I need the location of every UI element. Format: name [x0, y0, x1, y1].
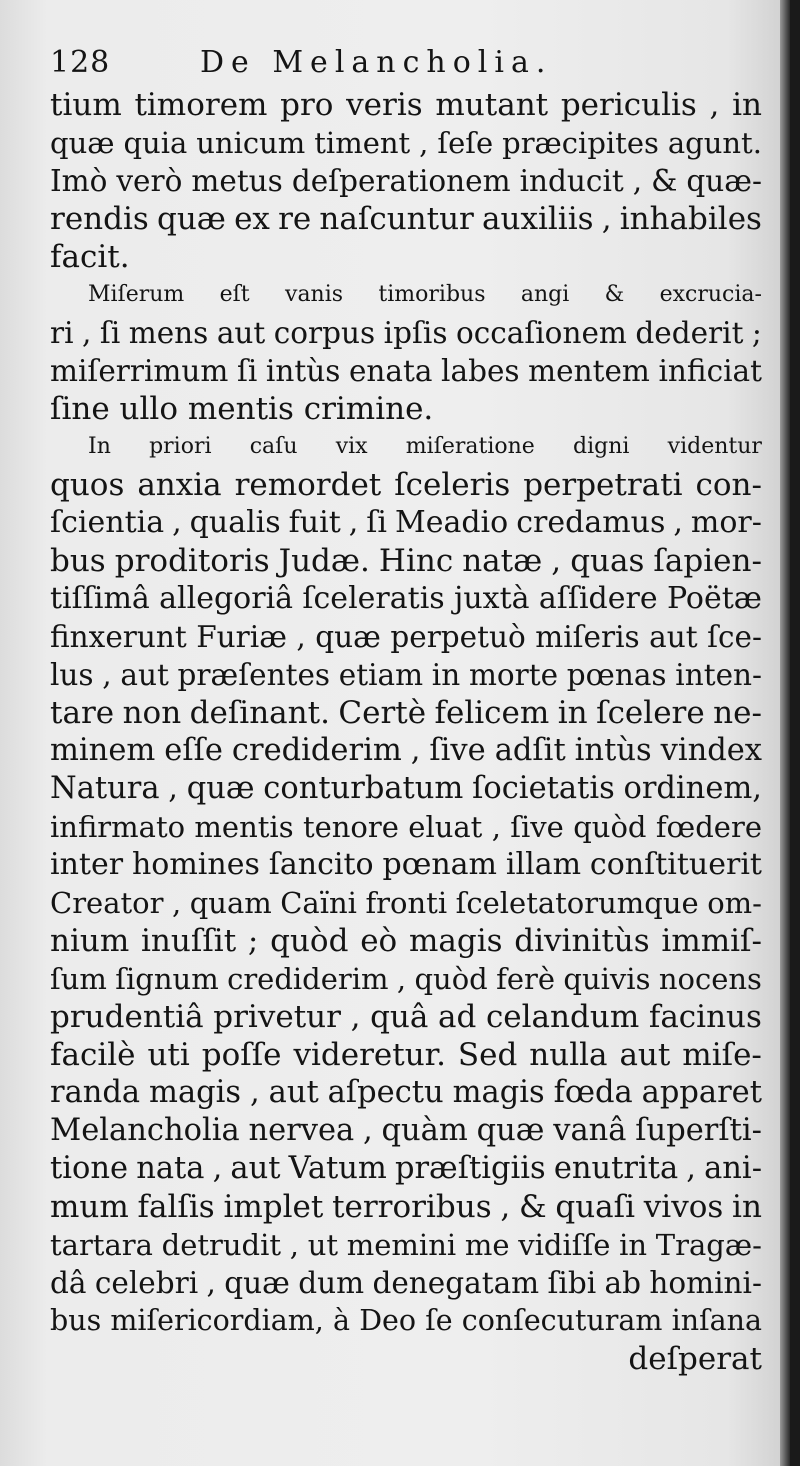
text-line: bus proditoris Judæ. Hinc natæ , quas ſapien-: [50, 543, 762, 579]
text-line: Miſerum eſt vanis timoribus angi & excrucia-: [88, 282, 762, 307]
text-line: In priori caſu vix miſeratione digni videntur: [88, 434, 762, 459]
text-line: Melancholia nervea , quàm quæ vanâ ſuperſti-: [50, 1113, 762, 1148]
text-line: minem eſſe crediderim , ſive adſit intùs vindex: [50, 733, 762, 768]
page-header: [50, 40, 762, 86]
text-line: dâ celebri , quæ dum denegatam ſibi ab homini-: [50, 1266, 762, 1300]
text-line: nium inuſſit ; quòd eò magis divinitùs immiſ-: [50, 923, 762, 959]
text-line: tartara detrudit , ut memini me vidiſſe in Tragæ-: [50, 1228, 762, 1262]
text-line: Imò verò metus deſperationem inducit , & quæ-: [50, 164, 762, 198]
text-line: quæ quia unicum timent , ſeſe præcipites agunt.: [50, 126, 762, 160]
text-line: tione nata , aut Vatum præſtigiis enutrita , ani-: [50, 1151, 762, 1186]
text-line: tare non deſinant. Certè felicem in ſcelere ne-: [50, 695, 762, 731]
page-text: [50, 40, 762, 1378]
text-line: ſine ullo mentis crimine.: [50, 391, 434, 427]
text-line: inter homines ſancito pœnam illam conſtituerit: [50, 847, 762, 882]
body-text: [50, 86, 762, 1378]
page-edge-shadow: [780, 0, 790, 1466]
text-line: prudentiâ privetur , quâ ad celandum facinus: [50, 999, 762, 1035]
page-number: 128: [50, 45, 111, 80]
text-line: infirmato mentis tenore eluat , ſive quòd fœdere: [50, 810, 762, 844]
text-line: Natura , quæ conturbatum ſocietatis ordinem,: [50, 771, 762, 806]
text-line: ſum ſignum crediderim , quòd ferè quivis nocens: [50, 962, 762, 996]
text-line: ſcientia , qualis fuit , ſi Meadio credamus , mor-: [50, 505, 762, 540]
text-line: finxerunt Furiæ , quæ perpetuò miſeris aut ſce-: [50, 620, 762, 654]
catchword: deſperat: [628, 1341, 762, 1377]
text-line: facit.: [50, 239, 130, 275]
text-line: bus miſericordiam, à Deo ſe conſecuturam inſana: [50, 1304, 762, 1337]
text-line: facilè uti poſſe videretur. Sed nulla aut miſe-: [50, 1037, 762, 1073]
text-line: lus , aut præſentes etiam in morte pœnas inten-: [50, 658, 762, 692]
text-line: rendis quæ ex re naſcuntur auxiliis , inhabiles: [50, 201, 762, 237]
text-line: quos anxia remordet ſceleris perpetrati con-: [50, 467, 762, 503]
running-title: De Melancholia.: [200, 45, 553, 80]
text-line: ri , ſi mens aut corpus ipſis occaſionem dederit ;: [50, 316, 762, 350]
text-line: Creator , quam Caïni fronti ſceletatorumque om-: [50, 886, 762, 920]
text-line: mum falſis implet terroribus , & quaſi vivos in: [50, 1189, 762, 1225]
text-line: tiſſimâ allegoriâ ſceleratis juxtà aſſidere Poëtæ: [50, 581, 762, 616]
text-line: miſerrimum ſi intùs enata labes mentem inficiat: [50, 354, 762, 388]
text-line: tium timorem pro veris mutant periculis , in: [50, 87, 762, 123]
text-line: randa magis , aut aſpectu magis fœda apparet: [50, 1075, 762, 1110]
